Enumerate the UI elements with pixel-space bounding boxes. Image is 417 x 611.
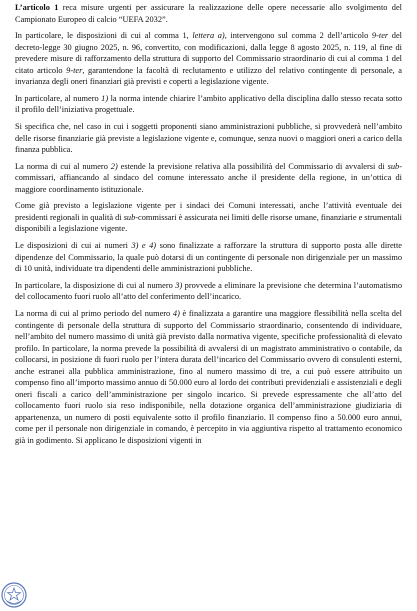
text-run: , garantendone la facoltà di reclutamento e utilizzo del relativo contingente di personale, a invarianza degli oneri finanziari già previsti e coperti a legislazione vigente. — [15, 65, 402, 87]
text-run: Come già previsto a legislazione vigente per i sindaci dei Comuni interessati, anche l’attività eventuale dei presidenti regionali in qualità di — [15, 201, 402, 222]
italic-text: lettera a) — [192, 31, 225, 41]
republic-emblem-icon — [1, 582, 27, 608]
italic-text: 4) — [172, 309, 180, 318]
text-run: reca misure urgenti per assicurare la realizzazione delle opere necessarie allo svolgimento del Campionato Europeo di calcio “UEFA 2032”. — [15, 3, 402, 24]
italic-text: 3) — [175, 280, 183, 290]
paragraph-3 — [15, 93, 402, 116]
italic-text: sub — [123, 212, 136, 222]
bold-text: L’articolo 1 — [15, 3, 59, 12]
italic-text: 9-ter — [371, 31, 389, 41]
document-body — [15, 2, 402, 451]
italic-text: sub — [387, 161, 400, 171]
paragraph-4 — [15, 121, 402, 156]
italic-text: 1) — [101, 93, 109, 103]
text-run: In particolare, al numero — [15, 93, 102, 103]
text-run: -commissari è assicurata nei limiti delle risorse umane, finanziarie e strumentali disponibili a legislazione vigente. — [15, 212, 402, 234]
italic-text: 3) e 4) — [131, 241, 157, 251]
text-run: estende la previsione relativa alla possibilità del Commissario di avvalersi di — [117, 161, 388, 171]
paragraph-8 — [15, 280, 402, 303]
text-run: In particolare, la disposizione di cui al numero — [15, 280, 176, 290]
text-run: Si specifica che, nel caso in cui i soggetti proponenti siano amministrazioni pubbliche, si provvederà nell’ambito delle risorse finanziarie già previste a legislazione vigente e, comunque, senza nuovi o maggiori oneri a carico della finanza pubblica. — [15, 122, 402, 155]
paragraph-7 — [15, 240, 402, 275]
paragraph-5 — [15, 161, 402, 196]
text-run: sono finalizzate a rafforzare la struttura di supporto posta alle dirette dipendenze del Commissario, la quale può dotarsi di un contingente di personale non dirigenziale per un massimo di 10 unità, individuate tra dipendenti delle amministrazioni pubbliche. — [15, 241, 402, 274]
text-run: La norma di cui al primo periodo del numero — [15, 309, 173, 318]
paragraph-2 — [15, 30, 402, 88]
paragraph-1 — [15, 2, 402, 25]
text-run: è finalizzata a garantire una maggiore flessibilità nella scelta del contingente di personale della struttura di supporto del Commissario straordinario, consentendo di individuare, nell’ambito del numero massimo di unità già previsto dalla normativa vigente, specifiche professionalità di elevato profilo. In particolare, la norma prevede la possibilità di avvalersi di un magistrato amministrativo o contabile, da collocarsi, in posizione di fuori ruolo per l’intera durata dell’incarico del Commissario ovvero di consulenti esterni, anche estranei alla pubblica amministrazione, fino al numero massimo di tre, a cui può essere attribuito un compenso fino all’importo massimo annuo di 50.000 euro al lordo dei contributi previdenziali e assistenziali e degli oneri fiscali a carico dell’amministrazione per singolo incarico. Si prevede espressamente che all’atto del collocamento fuori ruolo sia reso indisponibile, nella dotazione organica dell’amministrazione giudiziaria di appartenenza, un numero di posti equivalente sotto il profilo finanziario. Il compenso fino a 50.000 euro annui, come per il personale non dirigenziale in comando, è percepito in via aggiuntiva rispetto al trattamento economico già in godimento. Si applicano le disposizioni vigenti in — [15, 309, 402, 445]
italic-text: 9-ter — [66, 65, 83, 75]
paragraph-9 — [15, 308, 402, 446]
text-run: del decreto-legge 30 giugno 2025, n. 96, convertito, con modificazioni, dalla legge 8 agosto 2025, n. 119, al fine di prevedere misure di rafforzamento della struttura di supporto del Commissario straordinario di cui al comma 1 del citato articolo — [15, 31, 402, 75]
text-run: La norma di cui al numero — [15, 161, 111, 171]
text-run: la norma intende chiarire l’ambito applicativo della disciplina dallo stesso recata sotto il profilo dell’iniziativa progettuale. — [15, 93, 402, 115]
text-run: provvede a eliminare la previsione che determina l’automatismo del collocamento fuori ruolo all’atto del conferimento dell’incarico. — [15, 280, 403, 302]
paragraph-6 — [15, 200, 402, 235]
text-run: , intervengono sul comma 2 dell’articolo — [224, 31, 372, 41]
text-run: In particolare, le disposizioni di cui al comma 1, — [15, 31, 193, 41]
italic-text: 2) — [110, 161, 118, 171]
text-run: -commissari, affiancando al sindaco del comune interessato anche il presidente della regione, in un’ottica di maggiore coordinamento istituzionale. — [15, 161, 402, 194]
text-run: Le disposizioni di cui ai numeri — [15, 241, 132, 251]
